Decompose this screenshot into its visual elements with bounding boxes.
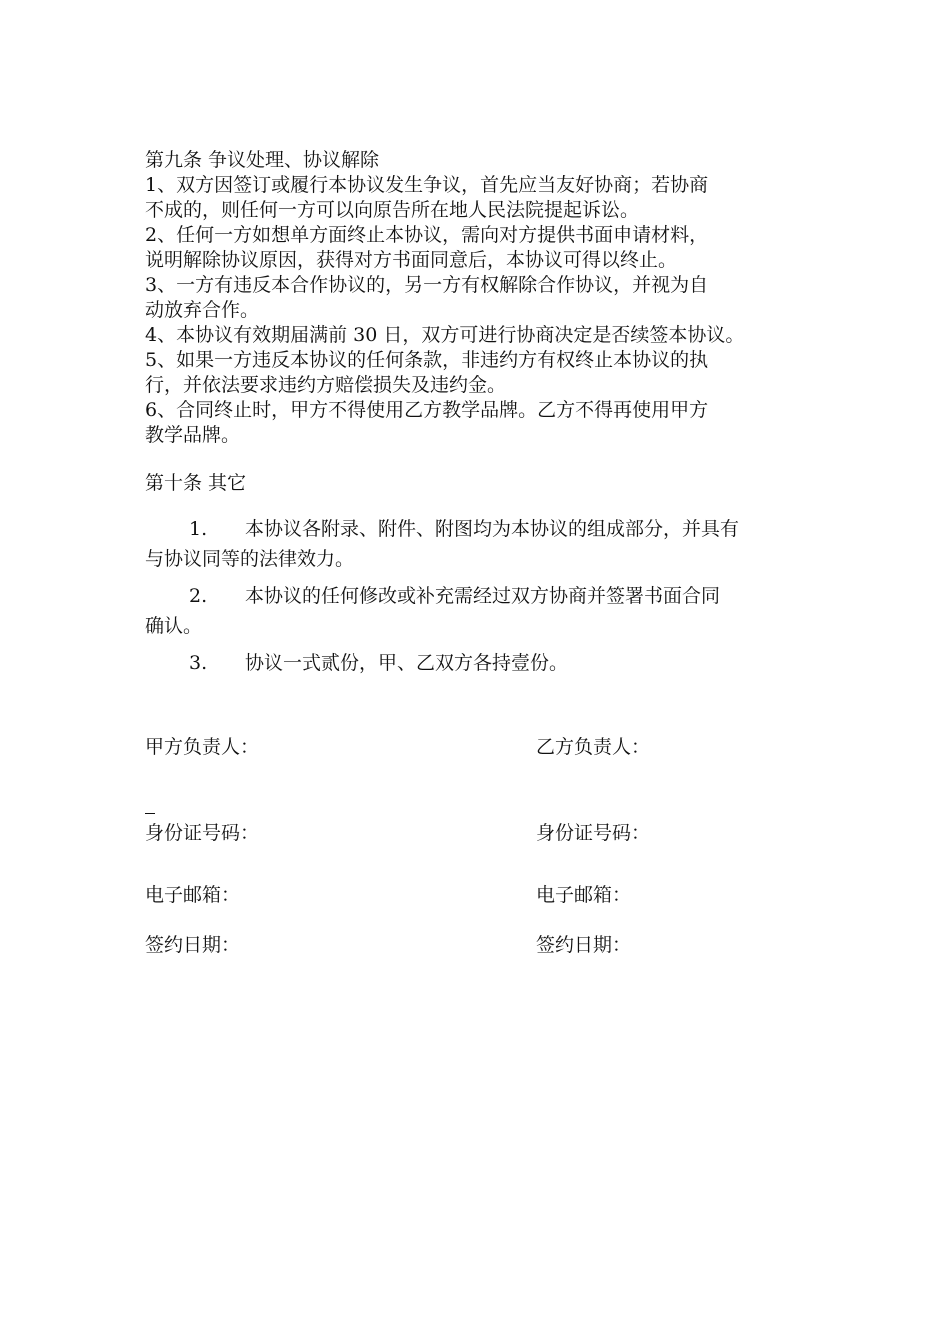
party-b-email-label: 电子邮箱： [536, 884, 632, 906]
party-b-id-label: 身份证号码： [536, 822, 651, 844]
article-9-line: 5、如果一方违反本协议的任何条款，非违约方有权终止本协议的执 [145, 349, 709, 371]
party-b-date-label: 签约日期： [536, 934, 632, 956]
article-9-title: 第九条 争议处理、协议解除 [145, 149, 380, 171]
article-10-item [145, 581, 820, 641]
article-9-line: 动放弃合作。 [145, 299, 260, 321]
item-text-continuation: 确认。 [145, 615, 203, 637]
article-10-items [145, 514, 820, 685]
item-text-continuation: 与协议同等的法律效力。 [145, 548, 355, 570]
party-a-email-label: 电子邮箱： [145, 884, 241, 906]
article-9 [145, 148, 820, 448]
item-number: 3. [189, 652, 208, 674]
article-9-line: 2、任何一方如想单方面终止本协议，需向对方提供书面申请材料， [145, 224, 709, 246]
item-number: 1. [189, 518, 208, 540]
article-10-item [145, 514, 820, 574]
party-b-representative-label: 乙方负责人： [536, 736, 651, 758]
article-9-line: 4、本协议有效期届满前 30 日，双方可进行协商决定是否续签本协议。 [145, 324, 745, 346]
article-10-title: 第十条 其它 [145, 472, 247, 494]
article-9-line: 不成的，则任何一方可以向原告所在地人民法院提起诉讼。 [145, 199, 640, 221]
item-text-first-line: 本协议的任何修改或补充需经过双方协商并签署书面合同 [245, 585, 721, 607]
signature-underline [145, 813, 155, 814]
item-number: 2. [189, 585, 208, 607]
party-a-representative-label: 甲方负责人： [145, 736, 260, 758]
article-9-line: 行，并依法要求违约方赔偿损失及违约金。 [145, 374, 507, 396]
article-9-line: 3、一方有违反本合作协议的，另一方有权解除合作协议，并视为自 [145, 274, 709, 296]
article-10-item [145, 648, 820, 678]
article-9-line: 说明解除协议原因，获得对方书面同意后，本协议可得以终止。 [145, 249, 678, 271]
item-text-first-line: 协议一式贰份，甲、乙双方各持壹份。 [245, 652, 569, 674]
party-a-id-label: 身份证号码： [145, 822, 260, 844]
party-a-date-label: 签约日期： [145, 934, 241, 956]
article-9-line: 教学品牌。 [145, 424, 241, 446]
item-text-first-line: 本协议各附录、附件、附图均为本协议的组成部分，并具有 [245, 518, 740, 540]
article-9-line: 6、合同终止时，甲方不得使用乙方教学品牌。乙方不得再使用甲方 [145, 399, 709, 421]
article-9-line: 1、双方因签订或履行本协议发生争议，首先应当友好协商；若协商 [145, 174, 709, 196]
